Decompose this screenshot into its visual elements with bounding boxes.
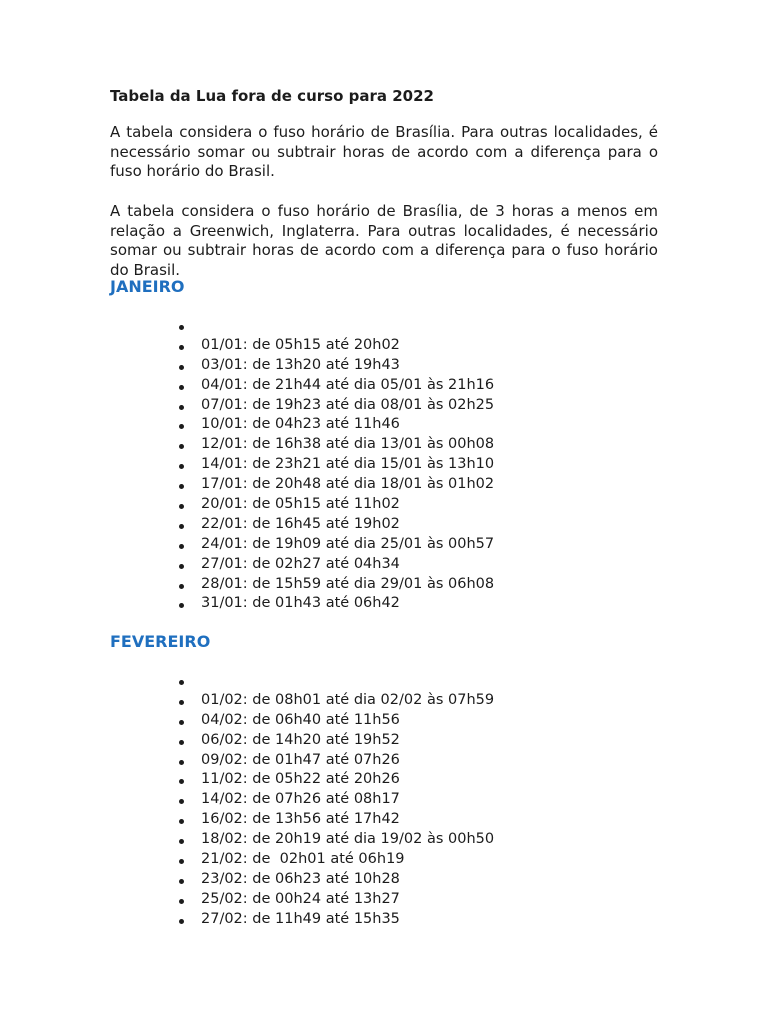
bullet-icon	[179, 444, 184, 449]
bullet-icon	[179, 680, 184, 685]
bullet-icon	[179, 464, 184, 469]
list-item	[176, 890, 494, 910]
bullet-icon	[179, 564, 184, 569]
bullet-icon	[179, 700, 184, 705]
list-item-text: 07/01: de 19h23 até dia 08/01 às 02h25	[201, 396, 495, 413]
list-item	[176, 770, 494, 790]
list-item	[176, 356, 494, 376]
list-item	[176, 415, 494, 435]
list-item	[176, 830, 494, 850]
bullet-icon	[179, 484, 184, 489]
list-item-text: 11/02: de 05h22 até 20h26	[201, 771, 400, 788]
bullet-icon	[179, 365, 184, 370]
bullet-icon	[179, 584, 184, 589]
list-item-text: 12/01: de 16h38 até dia 13/01 às 00h08	[201, 436, 495, 453]
list-item-text: 20/01: de 05h15 até 11h02	[201, 496, 400, 513]
list-item-text: 03/01: de 13h20 até 19h43	[201, 356, 400, 373]
list-item	[176, 376, 494, 396]
intro-paragraph: A tabela considera o fuso horário de Brasília. Para outras localidades, é necessário somar ou subtrair horas de acordo com a diferença para o fuso horário do Brasil.	[110, 123, 658, 180]
list-item-text: 17/01: de 20h48 até dia 18/01 às 01h02	[201, 476, 495, 493]
bullet-icon	[179, 405, 184, 410]
list-item-text: 06/02: de 14h20 até 19h52	[201, 731, 400, 748]
list-item-text: 27/02: de 11h49 até 15h35	[201, 910, 400, 927]
list-item	[176, 751, 494, 771]
list-item	[176, 316, 494, 336]
month-heading-january: JANEIRO	[110, 277, 185, 296]
bullet-icon	[179, 720, 184, 725]
list-item-text: 27/01: de 02h27 até 04h34	[201, 555, 400, 572]
list-item	[176, 790, 494, 810]
bullet-icon	[179, 879, 184, 884]
list-item	[176, 671, 494, 691]
bullet-icon	[179, 819, 184, 824]
bullet-icon	[179, 859, 184, 864]
list-item-text: 16/02: de 13h56 até 17h42	[201, 811, 400, 828]
list-item-text: 23/02: de 06h23 até 10h28	[201, 870, 400, 887]
list-item	[176, 555, 494, 575]
list-item	[176, 435, 494, 455]
bullet-icon	[179, 603, 184, 608]
list-item-text: 28/01: de 15h59 até dia 29/01 às 06h08	[201, 575, 495, 592]
document-title: Tabela da Lua fora de curso para 2022	[110, 87, 434, 105]
list-item	[176, 455, 494, 475]
list-item-text: 31/01: de 01h43 até 06h42	[201, 595, 400, 612]
list-item	[176, 515, 494, 535]
bullet-icon	[179, 524, 184, 529]
timezone-paragraph: A tabela considera o fuso horário de Brasília, de 3 horas a menos em relação a Greenwich, Inglaterra. Para outras localidades, é necessário somar ou subtrair horas de acordo com a diferença para o fuso horário do Brasil.	[110, 202, 658, 279]
list-item	[176, 910, 494, 930]
list-item	[176, 495, 494, 515]
list-item-text: 04/01: de 21h44 até dia 05/01 às 21h16	[201, 376, 495, 393]
list-item	[176, 810, 494, 830]
list-item	[176, 396, 494, 416]
list-item	[176, 475, 494, 495]
list-item	[176, 336, 494, 356]
bullet-icon	[179, 919, 184, 924]
list-item	[176, 850, 494, 870]
list-item-text: 14/01: de 23h21 até dia 15/01 às 13h10	[201, 456, 495, 473]
february-list	[176, 671, 494, 930]
bullet-icon	[179, 799, 184, 804]
bullet-icon	[179, 385, 184, 390]
list-item-text: 01/02: de 08h01 até dia 02/02 às 07h59	[201, 691, 495, 708]
list-item	[176, 535, 494, 555]
bullet-icon	[179, 345, 184, 350]
bullet-icon	[179, 760, 184, 765]
list-item-text: 14/02: de 07h26 até 08h17	[201, 791, 400, 808]
bullet-icon	[179, 740, 184, 745]
bullet-icon	[179, 899, 184, 904]
list-item-text: 09/02: de 01h47 até 07h26	[201, 751, 400, 768]
list-item	[176, 594, 494, 614]
list-item	[176, 691, 494, 711]
list-item-text: 21/02: de 02h01 até 06h19	[201, 851, 405, 868]
bullet-icon	[179, 779, 184, 784]
list-item-text: 24/01: de 19h09 até dia 25/01 às 00h57	[201, 535, 495, 552]
bullet-icon	[179, 544, 184, 549]
list-item	[176, 731, 494, 751]
list-item	[176, 870, 494, 890]
list-item-text: 25/02: de 00h24 até 13h27	[201, 890, 400, 907]
list-item-text: 01/01: de 05h15 até 20h02	[201, 336, 400, 353]
list-item-text: 04/02: de 06h40 até 11h56	[201, 711, 400, 728]
january-list	[176, 316, 494, 614]
list-item-text: 10/01: de 04h23 até 11h46	[201, 416, 400, 433]
list-item-text: 22/01: de 16h45 até 19h02	[201, 515, 400, 532]
bullet-icon	[179, 504, 184, 509]
month-heading-february: FEVEREIRO	[110, 632, 211, 651]
bullet-icon	[179, 839, 184, 844]
bullet-icon	[179, 424, 184, 429]
list-item-text: 18/02: de 20h19 até dia 19/02 às 00h50	[201, 831, 495, 848]
list-item	[176, 575, 494, 595]
list-item	[176, 711, 494, 731]
bullet-icon	[179, 325, 184, 330]
